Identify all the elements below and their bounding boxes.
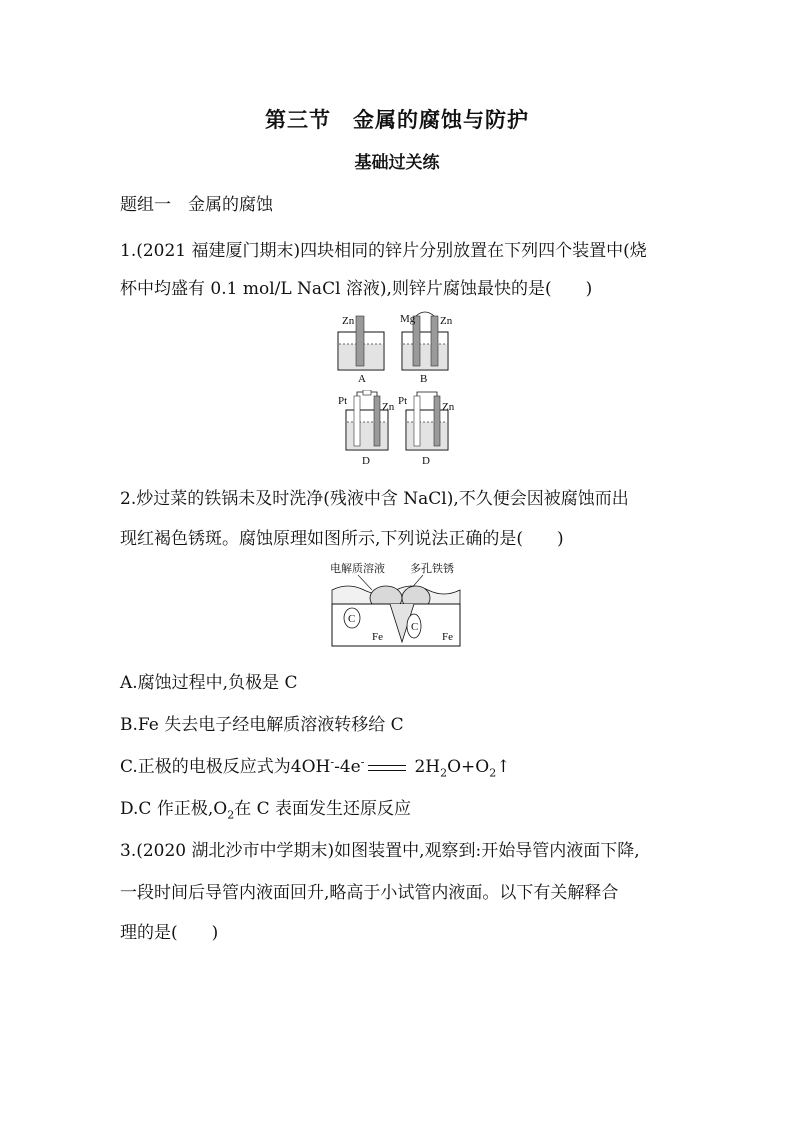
option-c-sup-1: - [330,755,335,769]
option-c-text-3: 2H [414,757,441,777]
label-electrolyte: 电解质溶液 [330,563,385,575]
option-b: B.Fe 失去电子经电解质溶液转移给 C [120,715,404,735]
option-c-sub-2: 2 [489,766,497,780]
question-2-line-2: 现红褐色锈斑。腐蚀原理如图所示,下列说法正确的是( ) [120,529,564,549]
up-arrow-icon: ↑ [496,757,511,777]
beaker-d-right-label: Zn [442,401,455,413]
electrode-zn [356,316,364,366]
beaker-a-left-label: Zn [342,315,355,327]
option-d-sub: 2 [227,808,235,822]
label-carbon-2: C [411,621,419,633]
beaker-b-left-label: Mg [400,313,416,325]
beaker-c-right-label: Zn [382,401,395,413]
option-a: A.腐蚀过程中,负极是 C [120,673,298,693]
label-iron-1: Fe [372,631,383,643]
option-c-sup-2: - [360,755,365,769]
beaker-a-caption: A [358,373,366,385]
label-porous-rust: 多孔铁锈 [410,563,454,575]
beaker-c-left-label: Pt [338,395,348,407]
question-1-line-2: 杯中均盛有 0.1 mol/L NaCl 溶液),则锌片腐蚀最快的是( ) [120,279,593,299]
option-c-text-1: C.正极的电极反应式为4OH [120,757,331,777]
equals-sign [368,765,406,771]
page-title: 第三节 金属的腐蚀与防护 [265,107,529,132]
group-heading: 题组一 金属的腐蚀 [120,195,273,215]
question-2-figure [328,560,464,652]
option-c-text-2: -4e [334,757,361,777]
beaker-c-caption: D [362,455,370,467]
option-c-sub-1: 2 [440,766,448,780]
label-carbon-1: C [348,613,356,625]
option-d-text-2: 在 C 表面发生还原反应 [234,799,412,819]
option-d [120,794,411,821]
option-d-text-1: D.C 作正极,O [120,799,228,819]
question-3-line-3: 理的是( ) [120,923,219,943]
option-c-text-4: O+O [447,757,490,777]
option-c [120,752,510,779]
beaker-b-caption: B [420,373,428,385]
question-1-line-1: 1.(2021 福建厦门期末)四块相同的锌片分别放置在下列四个装置中(烧 [120,241,647,261]
beaker-c [338,390,395,467]
question-2-line-1: 2.炒过菜的铁锅未及时洗净(残液中含 NaCl),不久便会因被腐蚀而出 [120,489,629,509]
beaker-d [398,392,455,467]
question-1-figure-row-2 [334,390,464,470]
question-3-line-1: 3.(2020 湖北沙市中学期末)如图装置中,观察到:开始导管内液面下降, [120,841,640,861]
question-3-line-2: 一段时间后导管内液面回升,略高于小试管内液面。以下有关解释合 [120,883,619,903]
label-iron-2: Fe [442,631,453,643]
beaker-b [400,312,453,385]
beaker-b-right-label: Zn [440,315,453,327]
beaker-d-caption: D [422,455,430,467]
section-subtitle: 基础过关练 [354,153,440,173]
beaker-a [338,315,384,385]
beaker-d-left-label: Pt [398,395,408,407]
